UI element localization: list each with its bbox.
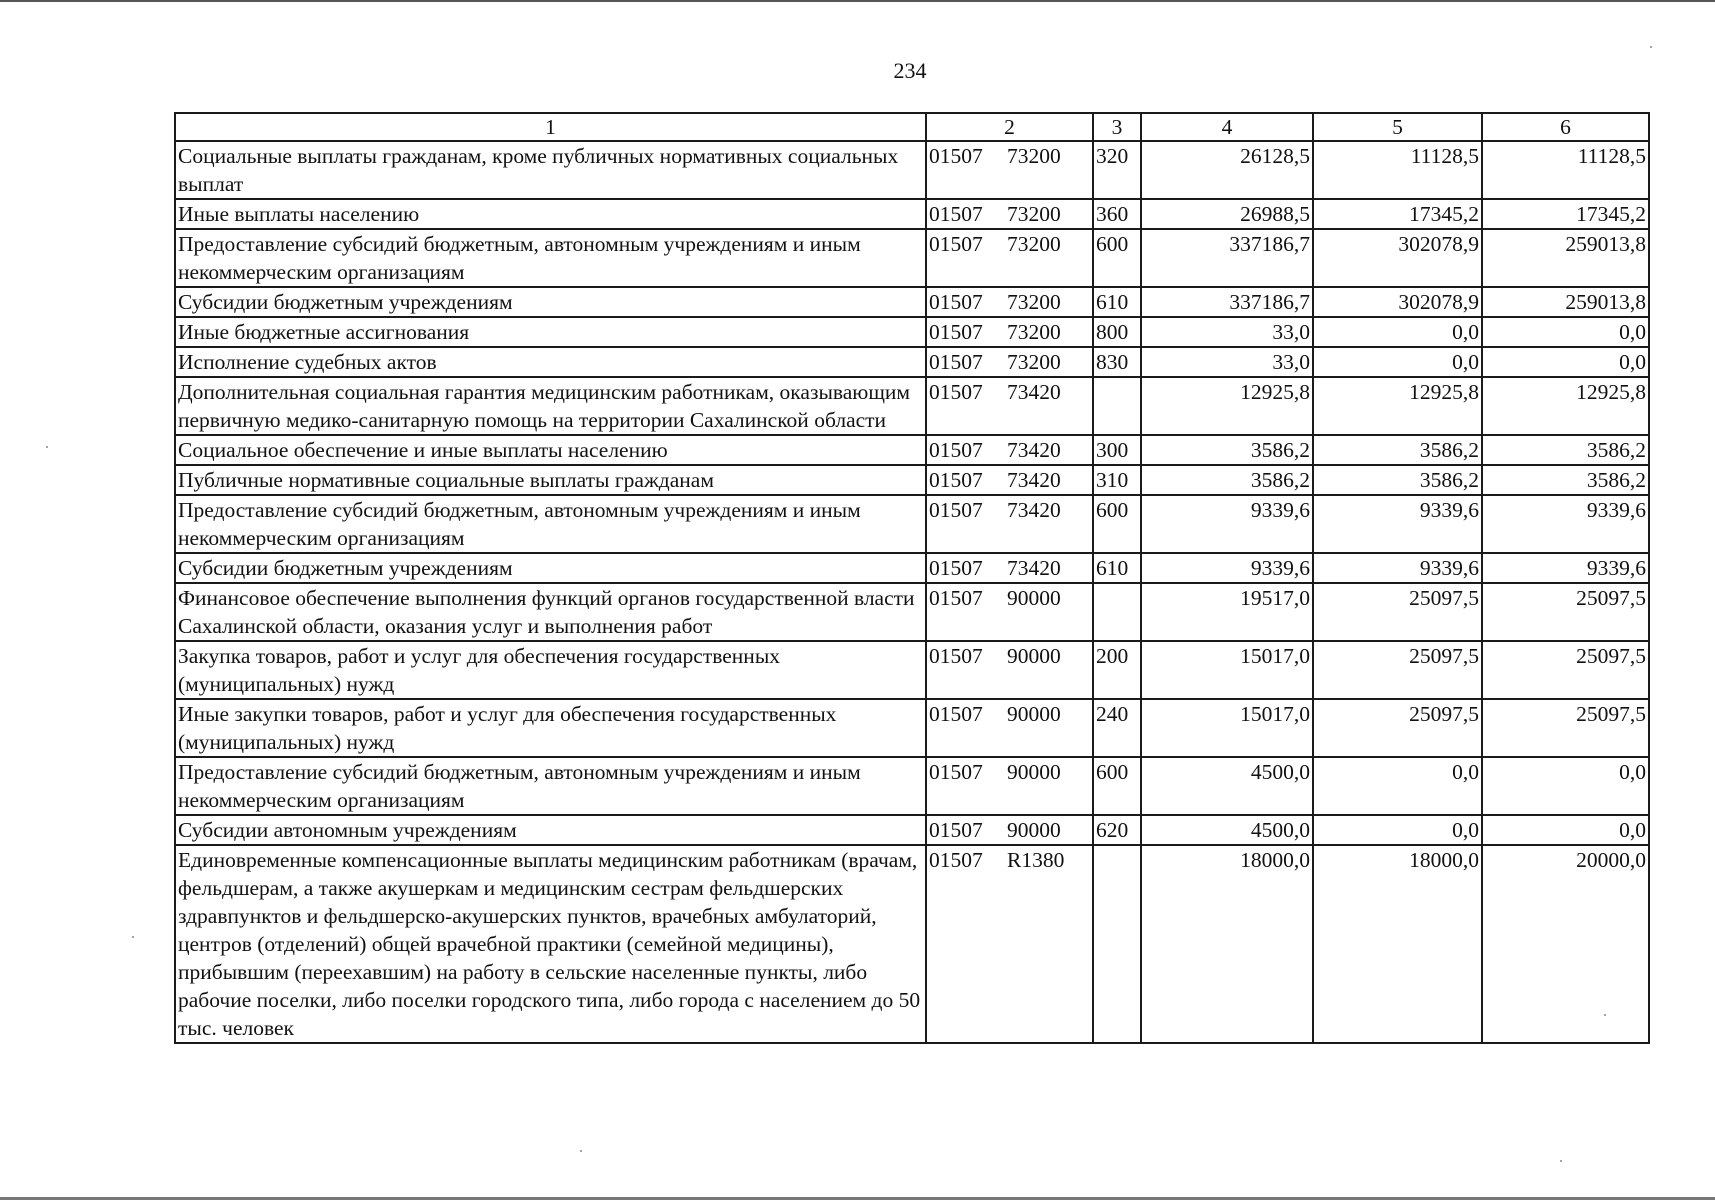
row-name: Иные бюджетные ассигнования bbox=[175, 317, 926, 347]
row-expense-kind: 830 bbox=[1093, 347, 1141, 377]
row-amount-col-6: 0,0 bbox=[1482, 815, 1649, 845]
table-row bbox=[175, 435, 1649, 465]
row-amount-col-4: 12925,8 bbox=[1141, 377, 1313, 435]
scan-speck bbox=[580, 1150, 582, 1152]
row-target-code: 90000 bbox=[1007, 760, 1061, 784]
row-expense-kind: 610 bbox=[1093, 287, 1141, 317]
row-amount-col-6: 25097,5 bbox=[1482, 699, 1649, 757]
row-amount-col-6: 0,0 bbox=[1482, 347, 1649, 377]
row-amount-col-6: 0,0 bbox=[1482, 757, 1649, 815]
row-expense-kind: 200 bbox=[1093, 641, 1141, 699]
row-expense-kind bbox=[1093, 377, 1141, 435]
row-section-code: 01507 bbox=[929, 290, 983, 314]
row-amount-col-5: 12925,8 bbox=[1313, 377, 1482, 435]
row-section-code: 01507 bbox=[929, 350, 983, 374]
row-amount-col-6: 3586,2 bbox=[1482, 435, 1649, 465]
row-target-code: 73420 bbox=[1007, 380, 1061, 404]
row-target-code: 73420 bbox=[1007, 498, 1061, 522]
row-expense-kind: 600 bbox=[1093, 495, 1141, 553]
header-row bbox=[175, 113, 1649, 141]
scan-edge-top bbox=[0, 0, 1715, 2]
row-section-code: 01507 bbox=[929, 556, 983, 580]
row-amount-col-4: 3586,2 bbox=[1141, 465, 1313, 495]
row-section-code: 01507 bbox=[929, 848, 983, 872]
row-amount-col-6: 17345,2 bbox=[1482, 199, 1649, 229]
table-row bbox=[175, 815, 1649, 845]
row-amount-col-4: 33,0 bbox=[1141, 317, 1313, 347]
row-expense-kind: 620 bbox=[1093, 815, 1141, 845]
page-number: 234 bbox=[893, 58, 927, 83]
row-amount-col-6: 25097,5 bbox=[1482, 583, 1649, 641]
row-code bbox=[926, 435, 1093, 465]
row-target-code: 73420 bbox=[1007, 556, 1061, 580]
row-amount-col-6: 12925,8 bbox=[1482, 377, 1649, 435]
row-name: Субсидии автономным учреждениям bbox=[175, 815, 926, 845]
scan-speck bbox=[1650, 46, 1652, 48]
row-amount-col-5: 0,0 bbox=[1313, 317, 1482, 347]
row-code bbox=[926, 495, 1093, 553]
row-amount-col-4: 19517,0 bbox=[1141, 583, 1313, 641]
row-amount-col-6: 11128,5 bbox=[1482, 141, 1649, 199]
row-name: Иные закупки товаров, работ и услуг для обеспечения государственных (муниципальных) нужд bbox=[175, 699, 926, 757]
scan-speck bbox=[132, 936, 134, 938]
row-amount-col-5: 17345,2 bbox=[1313, 199, 1482, 229]
row-name: Социальное обеспечение и иные выплаты населению bbox=[175, 435, 926, 465]
row-code bbox=[926, 583, 1093, 641]
scan-speck bbox=[1604, 1014, 1606, 1016]
table-row bbox=[175, 699, 1649, 757]
row-amount-col-5: 3586,2 bbox=[1313, 435, 1482, 465]
row-section-code: 01507 bbox=[929, 202, 983, 226]
row-target-code: 73420 bbox=[1007, 438, 1061, 462]
row-amount-col-5: 3586,2 bbox=[1313, 465, 1482, 495]
table-row bbox=[175, 641, 1649, 699]
row-name: Публичные нормативные социальные выплаты гражданам bbox=[175, 465, 926, 495]
row-expense-kind: 240 bbox=[1093, 699, 1141, 757]
scan-speck bbox=[46, 446, 48, 448]
row-target-code: 73420 bbox=[1007, 468, 1061, 492]
row-name: Предоставление субсидий бюджетным, автономным учреждениям и иным некоммерческим организациям bbox=[175, 757, 926, 815]
table-row bbox=[175, 757, 1649, 815]
header-col-4: 4 bbox=[1141, 113, 1313, 141]
row-code bbox=[926, 553, 1093, 583]
table-row bbox=[175, 199, 1649, 229]
row-target-code: R1380 bbox=[1007, 848, 1065, 872]
row-section-code: 01507 bbox=[929, 644, 983, 668]
row-section-code: 01507 bbox=[929, 586, 983, 610]
table-row bbox=[175, 229, 1649, 287]
row-expense-kind bbox=[1093, 583, 1141, 641]
row-name: Иные выплаты населению bbox=[175, 199, 926, 229]
row-target-code: 73200 bbox=[1007, 144, 1061, 168]
row-amount-col-5: 302078,9 bbox=[1313, 229, 1482, 287]
row-target-code: 90000 bbox=[1007, 702, 1061, 726]
row-amount-col-4: 26128,5 bbox=[1141, 141, 1313, 199]
row-section-code: 01507 bbox=[929, 760, 983, 784]
row-target-code: 73200 bbox=[1007, 290, 1061, 314]
row-name: Социальные выплаты гражданам, кроме публичных нормативных социальных выплат bbox=[175, 141, 926, 199]
row-expense-kind: 600 bbox=[1093, 229, 1141, 287]
row-section-code: 01507 bbox=[929, 702, 983, 726]
row-amount-col-5: 25097,5 bbox=[1313, 699, 1482, 757]
row-code bbox=[926, 199, 1093, 229]
row-name: Единовременные компенсационные выплаты медицинским работникам (врачам, фельдшерам, а также акушеркам и медицинским сестрам фельдшерских здравпунктов и фельдшерско-акушерских пунктов, врачебных амбулаторий, центров (отделений) общей врачебной практики (семейной медицины), прибывшим (переехавшим) на работу в сельские населенные пункты, либо рабочие поселки, либо поселки городского типа, либо города с населением до 50 тыс. человек bbox=[175, 845, 926, 1043]
row-amount-col-4: 9339,6 bbox=[1141, 495, 1313, 553]
row-amount-col-5: 25097,5 bbox=[1313, 583, 1482, 641]
table-row bbox=[175, 287, 1649, 317]
header-col-2: 2 bbox=[926, 113, 1093, 141]
row-amount-col-6: 259013,8 bbox=[1482, 229, 1649, 287]
scan-speck bbox=[1560, 1160, 1562, 1162]
row-section-code: 01507 bbox=[929, 818, 983, 842]
row-expense-kind: 310 bbox=[1093, 465, 1141, 495]
row-amount-col-6: 0,0 bbox=[1482, 317, 1649, 347]
table-row bbox=[175, 583, 1649, 641]
row-code bbox=[926, 465, 1093, 495]
row-code bbox=[926, 141, 1093, 199]
row-amount-col-4: 4500,0 bbox=[1141, 815, 1313, 845]
row-code bbox=[926, 229, 1093, 287]
row-amount-col-6: 25097,5 bbox=[1482, 641, 1649, 699]
table-row bbox=[175, 347, 1649, 377]
row-amount-col-6: 259013,8 bbox=[1482, 287, 1649, 317]
row-name: Предоставление субсидий бюджетным, автономным учреждениям и иным некоммерческим организациям bbox=[175, 229, 926, 287]
row-amount-col-4: 3586,2 bbox=[1141, 435, 1313, 465]
row-code bbox=[926, 757, 1093, 815]
row-amount-col-5: 0,0 bbox=[1313, 347, 1482, 377]
row-amount-col-5: 11128,5 bbox=[1313, 141, 1482, 199]
table-body bbox=[175, 141, 1649, 1043]
row-amount-col-6: 9339,6 bbox=[1482, 495, 1649, 553]
row-code bbox=[926, 815, 1093, 845]
table-row bbox=[175, 317, 1649, 347]
row-code bbox=[926, 317, 1093, 347]
row-amount-col-4: 15017,0 bbox=[1141, 641, 1313, 699]
row-section-code: 01507 bbox=[929, 498, 983, 522]
row-target-code: 90000 bbox=[1007, 818, 1061, 842]
row-amount-col-4: 33,0 bbox=[1141, 347, 1313, 377]
header-col-3: 3 bbox=[1093, 113, 1141, 141]
row-expense-kind: 600 bbox=[1093, 757, 1141, 815]
row-amount-col-6: 3586,2 bbox=[1482, 465, 1649, 495]
row-section-code: 01507 bbox=[929, 438, 983, 462]
row-name: Закупка товаров, работ и услуг для обеспечения государственных (муниципальных) нужд bbox=[175, 641, 926, 699]
row-code bbox=[926, 347, 1093, 377]
row-code bbox=[926, 287, 1093, 317]
row-name: Субсидии бюджетным учреждениям bbox=[175, 287, 926, 317]
row-amount-col-4: 18000,0 bbox=[1141, 845, 1313, 1043]
row-expense-kind bbox=[1093, 845, 1141, 1043]
table-row bbox=[175, 141, 1649, 199]
budget-table bbox=[174, 112, 1650, 1044]
table-row bbox=[175, 377, 1649, 435]
row-section-code: 01507 bbox=[929, 144, 983, 168]
row-code bbox=[926, 845, 1093, 1043]
header-col-6: 6 bbox=[1482, 113, 1649, 141]
row-amount-col-5: 25097,5 bbox=[1313, 641, 1482, 699]
table-row bbox=[175, 465, 1649, 495]
row-target-code: 73200 bbox=[1007, 232, 1061, 256]
table-row bbox=[175, 553, 1649, 583]
row-target-code: 73200 bbox=[1007, 320, 1061, 344]
row-amount-col-5: 0,0 bbox=[1313, 815, 1482, 845]
row-expense-kind: 300 bbox=[1093, 435, 1141, 465]
row-amount-col-4: 337186,7 bbox=[1141, 229, 1313, 287]
row-expense-kind: 610 bbox=[1093, 553, 1141, 583]
row-code bbox=[926, 641, 1093, 699]
row-amount-col-4: 15017,0 bbox=[1141, 699, 1313, 757]
row-code bbox=[926, 699, 1093, 757]
row-amount-col-4: 9339,6 bbox=[1141, 553, 1313, 583]
row-amount-col-5: 9339,6 bbox=[1313, 495, 1482, 553]
row-code bbox=[926, 377, 1093, 435]
row-target-code: 90000 bbox=[1007, 644, 1061, 668]
header-col-5: 5 bbox=[1313, 113, 1482, 141]
row-amount-col-4: 337186,7 bbox=[1141, 287, 1313, 317]
row-name: Дополнительная социальная гарантия медицинским работникам, оказывающим первичную медико-санитарную помощь на территории Сахалинской области bbox=[175, 377, 926, 435]
row-section-code: 01507 bbox=[929, 468, 983, 492]
row-name: Субсидии бюджетным учреждениям bbox=[175, 553, 926, 583]
row-amount-col-5: 9339,6 bbox=[1313, 553, 1482, 583]
row-target-code: 90000 bbox=[1007, 586, 1061, 610]
row-amount-col-6: 9339,6 bbox=[1482, 553, 1649, 583]
row-amount-col-4: 26988,5 bbox=[1141, 199, 1313, 229]
row-amount-col-5: 0,0 bbox=[1313, 757, 1482, 815]
row-section-code: 01507 bbox=[929, 380, 983, 404]
row-amount-col-5: 302078,9 bbox=[1313, 287, 1482, 317]
table-row bbox=[175, 845, 1649, 1043]
row-name: Исполнение судебных актов bbox=[175, 347, 926, 377]
row-section-code: 01507 bbox=[929, 232, 983, 256]
row-expense-kind: 360 bbox=[1093, 199, 1141, 229]
header-col-1: 1 bbox=[175, 113, 926, 141]
row-expense-kind: 320 bbox=[1093, 141, 1141, 199]
table-row bbox=[175, 495, 1649, 553]
row-target-code: 73200 bbox=[1007, 350, 1061, 374]
row-expense-kind: 800 bbox=[1093, 317, 1141, 347]
row-amount-col-6: 20000,0 bbox=[1482, 845, 1649, 1043]
row-amount-col-4: 4500,0 bbox=[1141, 757, 1313, 815]
row-amount-col-5: 18000,0 bbox=[1313, 845, 1482, 1043]
row-name: Финансовое обеспечение выполнения функций органов государственной власти Сахалинской области, оказания услуг и выполнения работ bbox=[175, 583, 926, 641]
row-section-code: 01507 bbox=[929, 320, 983, 344]
row-name: Предоставление субсидий бюджетным, автономным учреждениям и иным некоммерческим организациям bbox=[175, 495, 926, 553]
row-target-code: 73200 bbox=[1007, 202, 1061, 226]
